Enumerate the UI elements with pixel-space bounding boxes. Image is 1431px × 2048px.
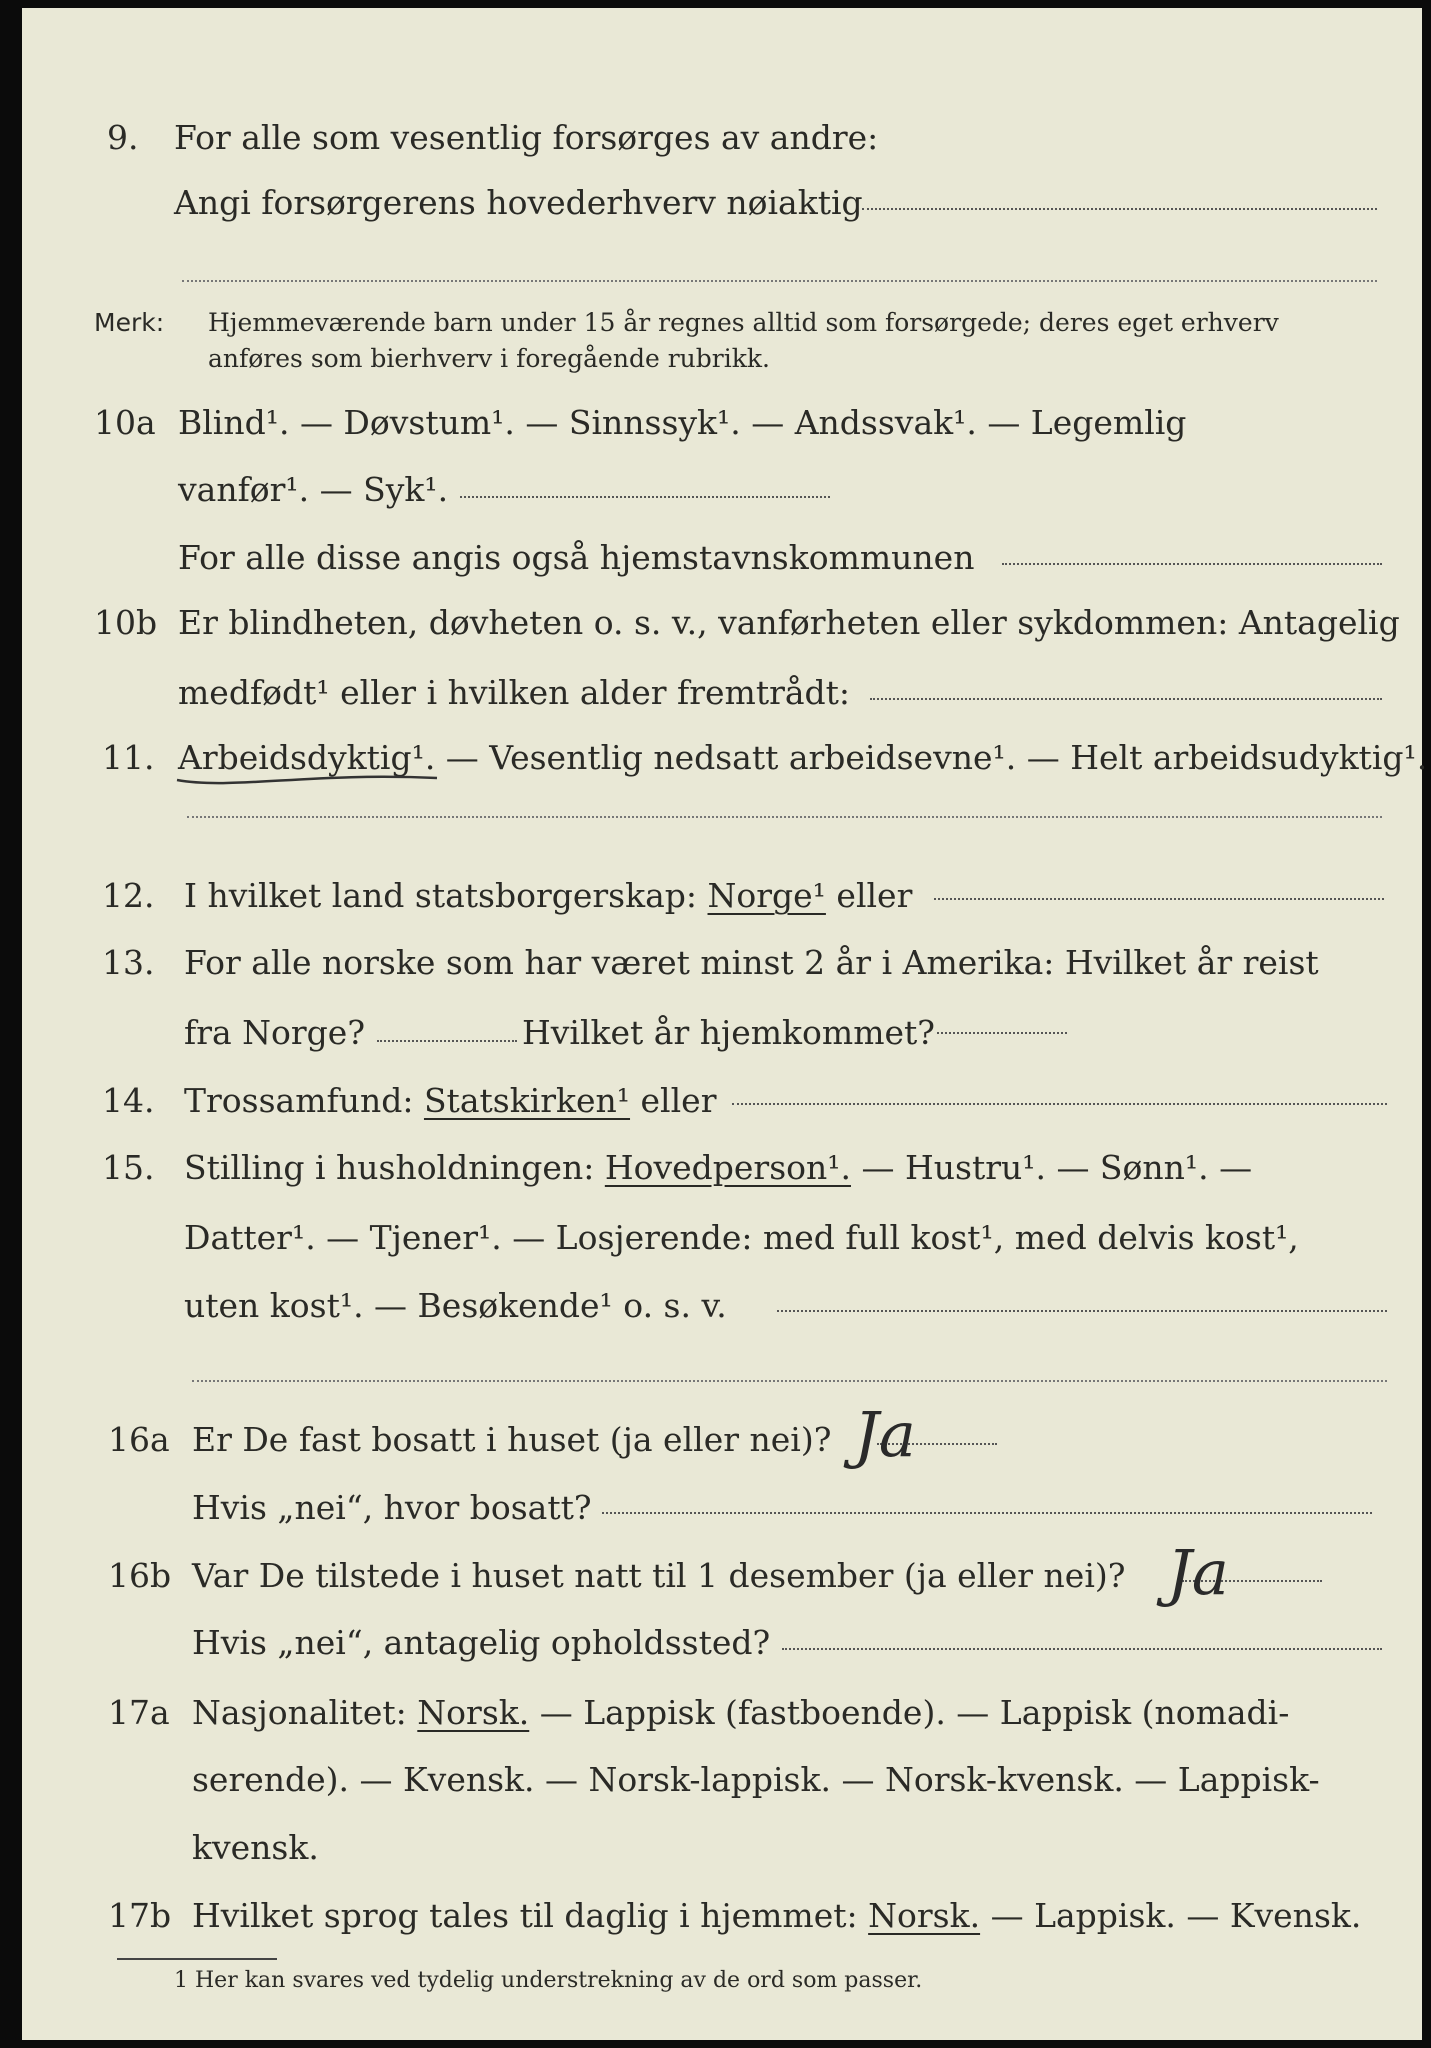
q14-eller: eller [640, 1081, 717, 1120]
census-form-page [22, 8, 1428, 2040]
q12-line [184, 876, 912, 915]
q10b-line1: Er blindheten, døvheten o. s. v., vanførheten eller sykdommen: Antagelig [178, 603, 1400, 642]
q11-answer-line [187, 816, 1382, 818]
q13-line1: For alle norske som har været minst 2 år i Amerika: Hvilket år reist [184, 943, 1319, 982]
q17a-line3: kvensk. [192, 1828, 319, 1867]
q15-number: 15. [102, 1148, 155, 1187]
q16b-handwritten-answer: Ja [1167, 1536, 1229, 1609]
q10a-line3: For alle disse angis også hjemstavnskommunen [178, 538, 975, 577]
q11-number: 11. [102, 738, 155, 777]
q17a-option-norsk[interactable]: Norsk. [417, 1693, 530, 1732]
q16a-handwritten-answer: Ja [854, 1398, 916, 1471]
merk-label: Merk: [94, 308, 165, 337]
q15-line2: Datter¹. — Tjener¹. — Losjerende: med full kost¹, med delvis kost¹, [184, 1218, 1299, 1257]
q17b-rest: — Lappisk. — Kvensk. [990, 1896, 1362, 1935]
q13-line2b: Hvilket år hjemkommet? [522, 1013, 935, 1052]
q10b-line2: medfødt¹ eller i hvilken alder fremtrådt: [178, 673, 851, 712]
q10a-answer-line [460, 496, 830, 498]
footnote-mark: 1 [174, 1968, 188, 1993]
q17b-line [192, 1896, 1361, 1935]
q17b-label: Hvilket sprog tales til daglig i hjemmet: [192, 1896, 858, 1935]
merk-line2: anføres som bierhverv i foregående rubrikk. [208, 344, 770, 373]
q11-underline-mark [172, 768, 442, 790]
q13-number: 13. [102, 943, 155, 982]
q10a-line1: Blind¹. — Døvstum¹. — Sinnssyk¹. — Andssvak¹. — Legemlig [178, 403, 1187, 442]
q9-answer-line2 [182, 280, 1377, 282]
q15-line3: uten kost¹. — Besøkende¹ o. s. v. [184, 1286, 727, 1325]
q11-option-arbeidsdyktig[interactable]: Arbeidsdyktig¹ [178, 738, 425, 777]
q16a-line2: Hvis „nei“, hvor bosatt? [192, 1488, 592, 1527]
q12-answer-line [934, 898, 1384, 900]
q14-answer-line [732, 1103, 1387, 1105]
q16a-answer-line2 [602, 1512, 1372, 1514]
q10b-number: 10b [94, 603, 158, 642]
q13-reist-line [377, 1040, 517, 1042]
q16b-line2: Hvis „nei“, antagelig opholdssted? [192, 1623, 771, 1662]
q14-option-statskirken[interactable]: Statskirken¹ [423, 1081, 631, 1120]
q15-answer-line [777, 1310, 1387, 1312]
q17a-label: Nasjonalitet: [192, 1693, 407, 1732]
q15-line1 [184, 1148, 1252, 1187]
q16b-answer-line2 [782, 1648, 1382, 1650]
q17a-number: 17a [108, 1693, 170, 1732]
q13-hjem-line [937, 1032, 1067, 1034]
q10a-line2: vanfør¹. — Syk¹. [178, 470, 449, 509]
q10b-answer-line [870, 698, 1382, 700]
q10a-number: 10a [94, 403, 156, 442]
q16a-line1: Er De fast bosatt i huset (ja eller nei)? [192, 1420, 832, 1459]
q9-line1: For alle som vesentlig forsørges av andre: [174, 118, 879, 157]
q15-answer-line2 [192, 1380, 1387, 1382]
q13-line2a: fra Norge? [184, 1013, 366, 1052]
footnote-text: Her kan svares ved tydelig understrekning av de ord som passer. [195, 1968, 923, 1993]
q12-number: 12. [102, 876, 155, 915]
q12-label: I hvilket land statsborgerskap: [184, 876, 698, 915]
q15-rest: — Hustru¹. — Sønn¹. — [861, 1148, 1253, 1187]
footnote [174, 1968, 922, 1993]
q11-rest: . — Vesentlig nedsatt arbeidsevne¹. — Helt arbeidsudyktig¹. [424, 738, 1428, 777]
q16b-number: 16b [108, 1556, 172, 1595]
q16a-number: 16a [108, 1420, 170, 1459]
q14-line [184, 1081, 716, 1120]
q17b-number: 17b [108, 1896, 172, 1935]
merk-line1: Hjemmeværende barn under 15 år regnes alltid som forsørgede; deres eget erhverv [208, 308, 1279, 337]
q12-eller: eller [836, 876, 913, 915]
q16b-line1: Var De tilstede i huset natt til 1 desember (ja eller nei)? [192, 1556, 1126, 1595]
footnote-rule [117, 1958, 277, 1960]
q17a-line1 [192, 1693, 1289, 1732]
q9-number: 9. [107, 118, 139, 157]
q9-line2: Angi forsørgerens hovederhverv nøiaktig [174, 183, 863, 222]
q14-label: Trossamfund: [184, 1081, 414, 1120]
q15-label: Stilling i husholdningen: [184, 1148, 595, 1187]
q15-option-hovedperson[interactable]: Hovedperson¹. [604, 1148, 851, 1187]
q10a-answer-line2 [1002, 563, 1382, 565]
q17b-option-norsk[interactable]: Norsk. [868, 1896, 981, 1935]
q14-number: 14. [102, 1081, 155, 1120]
q17a-rest: — Lappisk (fastboende). — Lappisk (nomadi- [539, 1693, 1290, 1732]
q12-option-norge[interactable]: Norge¹ [707, 876, 826, 915]
q17a-line2: serende). — Kvensk. — Norsk-lappisk. — Norsk-kvensk. — Lappisk- [192, 1760, 1320, 1799]
q9-answer-line [862, 208, 1377, 210]
